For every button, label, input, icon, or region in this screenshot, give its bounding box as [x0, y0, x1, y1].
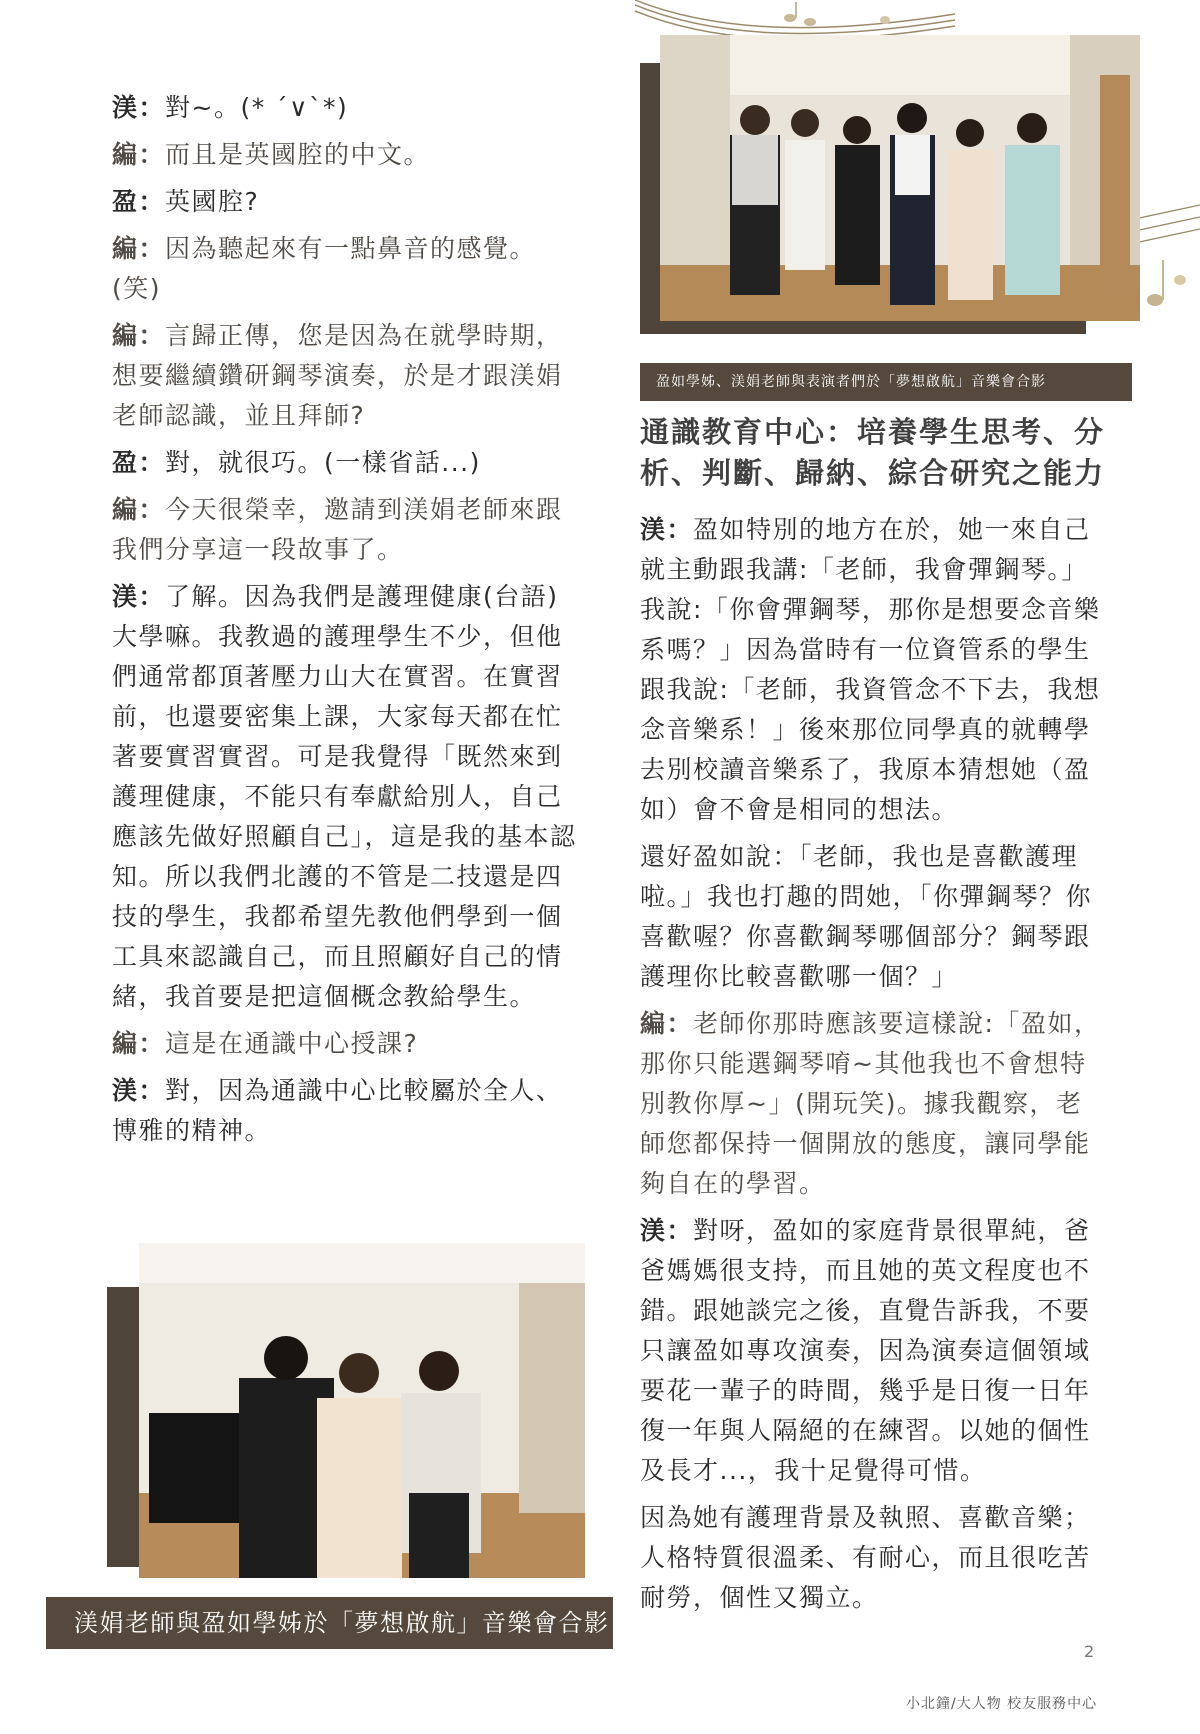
speaker-label: 編：	[112, 140, 166, 169]
dialogue-paragraph	[112, 182, 582, 222]
speaker-label: 編：	[112, 234, 166, 263]
speaker-label: 盈：	[112, 187, 166, 216]
photo-caption-bottom: 渼娟老師與盈如學姊於「夢想啟航」音樂會合影	[46, 1597, 613, 1649]
dialogue-paragraph	[640, 510, 1105, 830]
dialogue-paragraph	[640, 1211, 1105, 1491]
section-heading: 通識教育中心：培養學生思考、分析、判斷、歸納、綜合研究之能力	[640, 415, 1106, 490]
dialogue-text: 盈如特別的地方在於，她一來自己就主動跟我講:「老師，我會彈鋼琴。」我說:「你會彈鋼琴，那你是想要念音樂系嗎？」因為當時有一位資管系的學生跟我說:「老師，我資管念不下去，我想念音樂系！」後來那位同學真的就轉學去別校讀音樂系了，我原本猜想她（盈如）會不會是相同的想法。	[640, 515, 1101, 824]
right-column	[640, 510, 1105, 1625]
speaker-label: 渼：	[112, 582, 166, 611]
music-notes-decoration-right	[1130, 200, 1200, 340]
speaker-label: 渼：	[640, 515, 694, 544]
speaker-label: 編：	[112, 1029, 166, 1058]
speaker-label: 編：	[640, 1009, 694, 1038]
dialogue-text: 還好盈如說：「老師，我也是喜歡護理啦。」我也打趣的問她，「你彈鋼琴？你喜歡喔？你喜歡鋼琴哪個部分？鋼琴跟護理你比較喜歡哪一個？」	[640, 842, 1093, 991]
dialogue-paragraph	[640, 837, 1105, 997]
dialogue-text: 對呀，盈如的家庭背景很單純，爸爸媽媽很支持，而且她的英文程度也不錯。跟她談完之後，直覺告訴我，不要只讓盈如專攻演奏，因為演奏這個領域要花一輩子的時間，幾乎是日復一日年復一年與人隔絕的在練習。以她的個性及長才...，我十足覺得可惜。	[640, 1216, 1091, 1485]
footer-label: 小北鐘/大人物 校友服務中心	[906, 1696, 1098, 1712]
speaker-label: 渼：	[112, 1076, 166, 1105]
left-column	[112, 88, 582, 1158]
page-number: 2	[1084, 1642, 1095, 1661]
photo-teacher-and-student	[139, 1243, 585, 1578]
dialogue-paragraph	[112, 490, 582, 570]
dialogue-text: 言歸正傳，您是因為在就學時期，想要繼續鑽研鋼琴演奏，於是才跟渼娟老師認識，並且拜師?	[112, 321, 563, 430]
dialogue-text: 今天很榮幸，邀請到渼娟老師來跟我們分享這一段故事了。	[112, 495, 563, 564]
dialogue-paragraph	[112, 577, 582, 1017]
dialogue-paragraph	[112, 229, 582, 309]
dialogue-paragraph	[112, 316, 582, 436]
dialogue-text: 英國腔?	[165, 187, 260, 216]
photo-caption-top: 盈如學姊、渼娟老師與表演者們於「夢想啟航」音樂會合影	[640, 363, 1132, 401]
dialogue-paragraph	[112, 1071, 582, 1151]
dialogue-paragraph	[112, 135, 582, 175]
dialogue-text: 這是在通識中心授課?	[165, 1029, 419, 1058]
dialogue-paragraph	[640, 1498, 1105, 1618]
group-photo-performers	[660, 35, 1140, 321]
dialogue-text: 對~。(* ´∨`*)	[165, 93, 349, 122]
speaker-label: 編：	[112, 495, 166, 524]
dialogue-text: 因為聽起來有一點鼻音的感覺。(笑)	[112, 234, 537, 303]
dialogue-paragraph	[112, 88, 582, 128]
dialogue-paragraph	[112, 443, 582, 483]
dialogue-paragraph	[112, 1024, 582, 1064]
dialogue-text: 了解。因為我們是護理健康(台語)大學嘛。我教過的護理學生不少，但他們通常都頂著壓力山大在實習。在實習前，也還要密集上課，大家每天都在忙著要實習實習。可是我覺得「既然來到護理健康，不能只有奉獻給別人，自己應該先做好照顧自己」，這是我的基本認知。所以我們北護的不管是二技還是四技的學生，我都希望先教他們學到一個工具來認識自己，而且照顧好自己的情緒，我首要是把這個概念教給學生。	[112, 582, 577, 1011]
dialogue-text: 對，就很巧。(一樣省話...)	[165, 448, 481, 477]
speaker-label: 盈：	[112, 448, 166, 477]
speaker-label: 編：	[112, 321, 166, 350]
speaker-label: 渼：	[640, 1216, 694, 1245]
music-staff-decoration-top	[630, 0, 960, 40]
dialogue-text: 對，因為通識中心比較屬於全人、博雅的精神。	[112, 1076, 563, 1145]
dialogue-text: 而且是英國腔的中文。	[165, 140, 431, 169]
dialogue-paragraph	[640, 1004, 1105, 1204]
speaker-label: 渼：	[112, 93, 166, 122]
dialogue-text: 因為她有護理背景及執照、喜歡音樂；人格特質很溫柔、有耐心，而且很吃苦耐勞，個性又獨立。	[640, 1503, 1091, 1612]
dialogue-text: 老師你那時應該要這樣說:「盈如，那你只能選鋼琴唷~其他我也不會想特別教你厚~」(開玩笑)。據我觀察，老師您都保持一個開放的態度，讓同學能夠自在的學習。	[640, 1009, 1101, 1198]
